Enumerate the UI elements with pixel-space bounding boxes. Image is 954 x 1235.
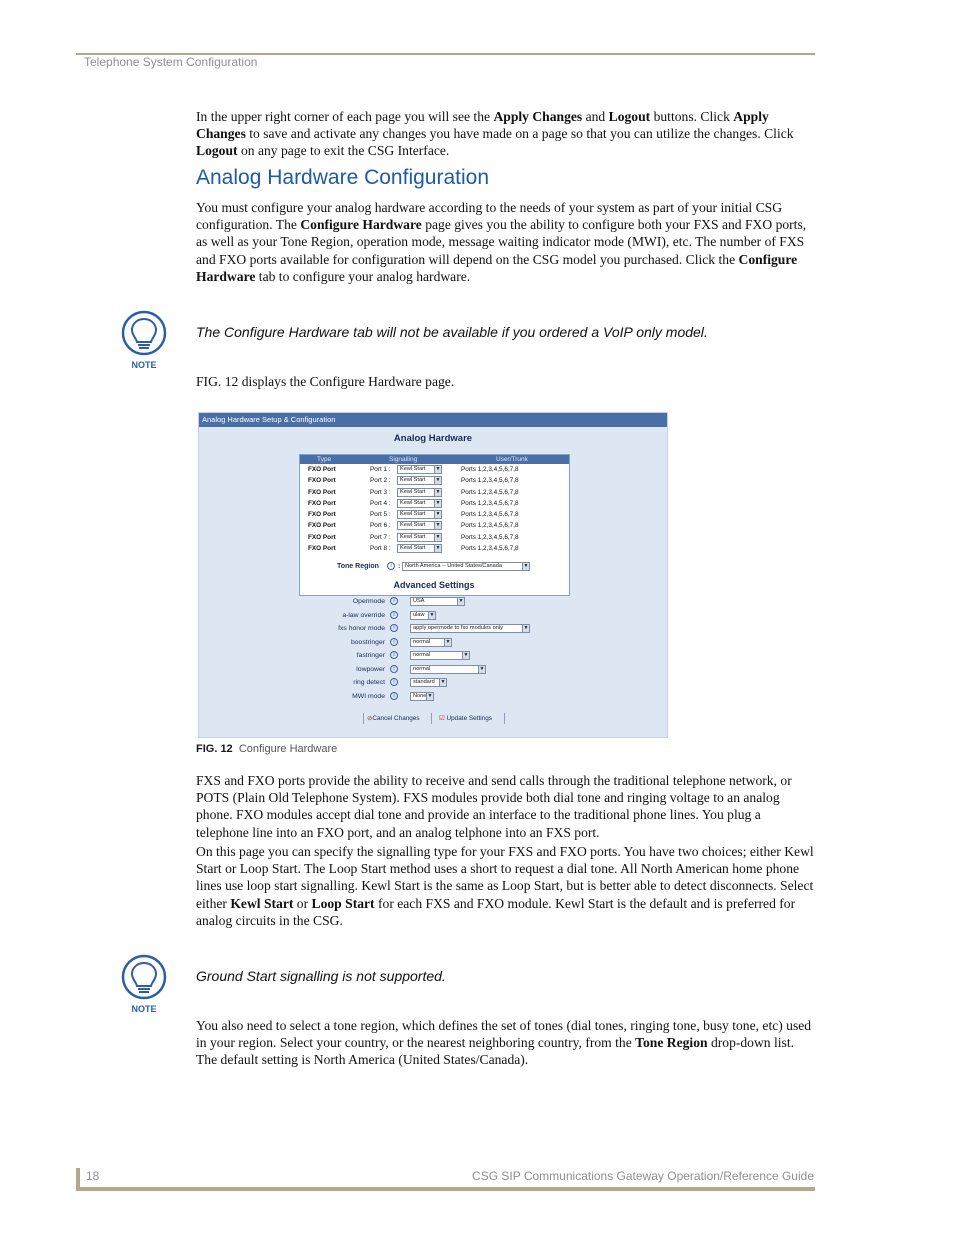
port-type: FXO Port xyxy=(308,499,336,507)
port-number: Port 8 : xyxy=(370,545,391,553)
chevron-down-icon: ▼ xyxy=(435,533,441,540)
signalling-select[interactable]: Kewl Start ▼ xyxy=(397,476,442,485)
port-type: FXO Port xyxy=(308,488,336,496)
paragraph-tone-region: You also need to select a tone region, which defines the set of tones (dial tones, ringing tone, busy tone, etc) used in your region. Select your country, or the nearest neighboring country, from the Tone Region drop-down list. The default setting is North America (United States/Canada). xyxy=(196,1018,812,1068)
setting-label: MWI mode xyxy=(352,692,385,700)
port-type: FXO Port xyxy=(308,533,336,541)
signalling-select[interactable]: Kewl Start ▼ xyxy=(397,465,442,474)
cancel-changes-button[interactable]: ⊘Cancel Changes xyxy=(367,715,420,722)
table-row xyxy=(300,543,569,554)
chevron-down-icon: ▼ xyxy=(435,488,441,495)
chevron-down-icon: ▼ xyxy=(435,511,441,518)
chevron-down-icon: ▼ xyxy=(479,665,485,672)
info-icon[interactable]: i xyxy=(390,624,398,632)
analog-hardware-heading: Analog Hardware xyxy=(393,433,473,444)
setting-label: ring detect xyxy=(353,679,385,686)
signalling-select[interactable]: Kewl Start ▼ xyxy=(397,533,442,542)
user-trunk-ports: Ports 1,2,3,4,5,6,7,8 xyxy=(461,499,519,507)
table-row xyxy=(300,509,569,520)
table-row xyxy=(300,498,569,509)
setting-select[interactable]: ulaw ▼ xyxy=(410,611,436,620)
setting-select[interactable]: normal ▼ xyxy=(410,665,486,674)
port-number: Port 5 : xyxy=(370,511,391,519)
footer-rule xyxy=(76,1187,815,1191)
setting-select[interactable]: normal ▼ xyxy=(410,638,452,647)
svg-text:NOTE: NOTE xyxy=(131,360,157,370)
setting-label: Opermode xyxy=(352,598,385,605)
svg-text:NOTE: NOTE xyxy=(131,1004,157,1014)
info-icon[interactable]: i xyxy=(390,597,398,605)
setting-label: lowpower xyxy=(356,665,385,673)
note-icon xyxy=(121,954,167,1016)
table-row xyxy=(300,520,569,531)
setting-select[interactable]: normal ▼ xyxy=(410,651,470,660)
section-title: Analog Hardware Configuration xyxy=(196,166,490,189)
checkbox-icon: ☑ xyxy=(439,715,445,722)
info-icon[interactable]: i xyxy=(390,678,398,686)
cancel-icon: ⊘ xyxy=(367,715,373,722)
port-type: FXO Port xyxy=(308,511,336,519)
signalling-select[interactable]: Kewl Start ▼ xyxy=(397,521,442,530)
setting-select[interactable]: None ▼ xyxy=(410,692,434,701)
table-row xyxy=(300,464,569,475)
info-icon[interactable]: i xyxy=(387,562,395,570)
signalling-select[interactable]: Kewl Start ▼ xyxy=(397,499,442,508)
info-icon[interactable]: i xyxy=(390,692,398,700)
port-table xyxy=(299,454,570,596)
chevron-down-icon: ▼ xyxy=(523,625,529,631)
tone-region-select[interactable]: North America -- United States/Canada ▼ xyxy=(402,562,530,571)
page-number: 18 xyxy=(86,1169,100,1183)
info-icon[interactable]: i xyxy=(390,638,398,646)
info-icon[interactable]: i xyxy=(390,651,398,659)
note-text: The Configure Hardware tab will not be available if you ordered a VoIP only model. xyxy=(196,324,708,340)
setting-select[interactable]: apply opermode to fxo modules only ▼ xyxy=(410,624,530,633)
setting-label: boostringer xyxy=(350,638,385,646)
advanced-settings-heading: Advanced Settings xyxy=(393,580,475,590)
figure-title-bar: Analog Hardware Setup & Configuration xyxy=(199,413,667,427)
figure-caption: FIG. 12 Configure Hardware xyxy=(196,743,338,755)
user-trunk-ports: Ports 1,2,3,4,5,6,7,8 xyxy=(461,522,519,530)
chevron-down-icon: ▼ xyxy=(435,545,441,552)
setting-select[interactable]: standard ▼ xyxy=(410,678,447,687)
setting-label: fxs honor mode xyxy=(338,625,385,632)
user-trunk-ports: Ports 1,2,3,4,5,6,7,8 xyxy=(461,477,519,485)
user-trunk-ports: Ports 1,2,3,4,5,6,7,8 xyxy=(461,533,519,541)
chevron-down-icon: ▼ xyxy=(435,477,441,484)
column-header-signalling: Signalling xyxy=(389,456,418,463)
port-type: FXO Port xyxy=(308,545,336,553)
port-number: Port 4 : xyxy=(370,499,391,507)
port-table-header xyxy=(300,455,569,464)
setting-select[interactable]: USA ▼ xyxy=(410,597,465,606)
chevron-down-icon: ▼ xyxy=(435,499,441,506)
port-number: Port 3 : xyxy=(370,488,391,496)
user-trunk-ports: Ports 1,2,3,4,5,6,7,8 xyxy=(461,466,519,473)
chevron-down-icon: ▼ xyxy=(440,679,446,685)
note-icon xyxy=(121,310,167,372)
table-row xyxy=(300,487,569,498)
user-trunk-ports: Ports 1,2,3,4,5,6,7,8 xyxy=(461,488,519,496)
table-row xyxy=(300,532,569,543)
paragraph-signalling: On this page you can specify the signalling type for your FXS and FXO ports. You have two choices; either Kewl Start or Loop Start. The Loop Start method uses a short to request a dial tone. All North American home phone lines use loop start signalling. Kewl Start is the same as Loop Start, but is better able to detect disconnects. Select either Kewl Start or Loop Start for each FXS and FXO module. Kewl Start is the default and is preferred for analog circuits in the CSG. xyxy=(196,844,814,928)
chevron-down-icon: ▼ xyxy=(458,598,464,604)
configure-hardware-screenshot: Analog Hardware Setup & Configuration Analog Hardware Type Signalling User/Trunk FXO Port Port 1 : Kewl Start ▼ Ports 1,2,3,4,5,6,7,8 FXO Port Port 2 : Kewl Start ▼ Ports 1,2,3,4,5,6,7,8 FXO Port Port 3 : Kewl Start ▼ Ports 1,2,3,4,5,6,7,8 FXO Port Port 4 : Kewl Start ▼ Ports 1,2,3,4,5,6,7,8 FXO Port Port 5 : Kewl Start ▼ Ports 1,2,3,4,5,6,7,8 FXO Port Port 6 : Kewl Start ▼ Ports 1,2,3,4,5,6,7,8 FXO Port Port 7 : Kewl Start ▼ Ports 1,2,3,4,5,6,7,8 FXO Port Port 8 : Kewl Start ▼ Ports 1,2,3,4,5,6,7,8 Tone Region i : North America -- United States/Canada ▼ Advanced Settings Opermode i USA ▼ a-law override i ulaw ▼ fxs honor mode i apply opermode to fxo modules only ▼ boostringer i normal ▼ fastringer i normal ▼ lowpower i normal ▼ ring detect i standard ▼ MWI mode i None ▼ ⊘Cancel Changes ☑ Update Settings xyxy=(198,412,668,738)
chevron-down-icon: ▼ xyxy=(427,692,433,699)
figure-intro: FIG. 12 displays the Configure Hardware page. xyxy=(196,374,455,389)
info-icon[interactable]: i xyxy=(390,611,398,619)
footer-title: CSG SIP Communications Gateway Operation/Reference Guide xyxy=(472,1169,814,1183)
chevron-down-icon: ▼ xyxy=(463,652,469,658)
table-row xyxy=(300,475,569,486)
signalling-select[interactable]: Kewl Start ▼ xyxy=(397,488,442,497)
port-number: Port 2 : xyxy=(370,477,391,485)
user-trunk-ports: Ports 1,2,3,4,5,6,7,8 xyxy=(461,545,519,553)
chevron-down-icon: ▼ xyxy=(435,466,441,472)
paragraph-fxs-fxo: FXS and FXO ports provide the ability to receive and send calls through the traditional telephone network, or POTS (Plain Old Telephone System). FXS modules provide both dial tone and ringing voltage to an analog phone. FXO modules accept dial tone and provide an interface to the traditional phone lines. You plug a telephone line into an FXO port, and an analog telphone into an FXS port. xyxy=(196,773,792,840)
port-number: Port 6 : xyxy=(370,522,391,530)
port-number: Port 1 : xyxy=(370,466,391,473)
running-header: Telephone System Configuration xyxy=(84,55,258,69)
chevron-down-icon: ▼ xyxy=(523,563,529,569)
tone-region-label: Tone Region xyxy=(337,563,379,570)
port-number: Port 7 : xyxy=(370,533,391,541)
port-type: FXO Port xyxy=(308,522,336,530)
port-type: FXO Port xyxy=(308,477,336,485)
column-header-user-trunk: User/Trunk xyxy=(496,456,528,463)
setting-label: a-law override xyxy=(342,611,385,619)
chevron-down-icon: ▼ xyxy=(435,522,441,529)
info-icon[interactable]: i xyxy=(390,665,398,673)
setting-label: fastringer xyxy=(356,652,385,659)
chevron-down-icon: ▼ xyxy=(429,611,435,618)
update-settings-button[interactable]: ☑ Update Settings xyxy=(439,715,492,722)
note-text: Ground Start signalling is not supported. xyxy=(196,968,446,984)
signalling-select[interactable]: Kewl Start ▼ xyxy=(397,544,442,553)
column-header-type: Type xyxy=(317,456,332,463)
chevron-down-icon: ▼ xyxy=(445,638,451,645)
paragraph-configure-hardware: You must configure your analog hardware according to the needs of your system as part of your initial CSG configuration. The Configure Hardware page gives you the ability to configure both your FXS and FXO ports, as well as your Tone Region, operation mode, message waiting indicator mode (MWI), etc. The number of FXS and FXO ports available for configuration will depend on the CSG model you purchased. Click the Configure Hardware tab to configure your analog hardware. xyxy=(196,200,807,284)
port-type: FXO Port xyxy=(308,466,336,473)
intro-paragraph: In the upper right corner of each page you will see the Apply Changes and Logout buttons. Click Apply Changes to save and activate any changes you have made on a page so that you can utilize the changes. Click Logout on any page to exit the CSG Interface. xyxy=(196,109,794,159)
signalling-select[interactable]: Kewl Start ▼ xyxy=(397,510,442,519)
user-trunk-ports: Ports 1,2,3,4,5,6,7,8 xyxy=(461,511,519,519)
